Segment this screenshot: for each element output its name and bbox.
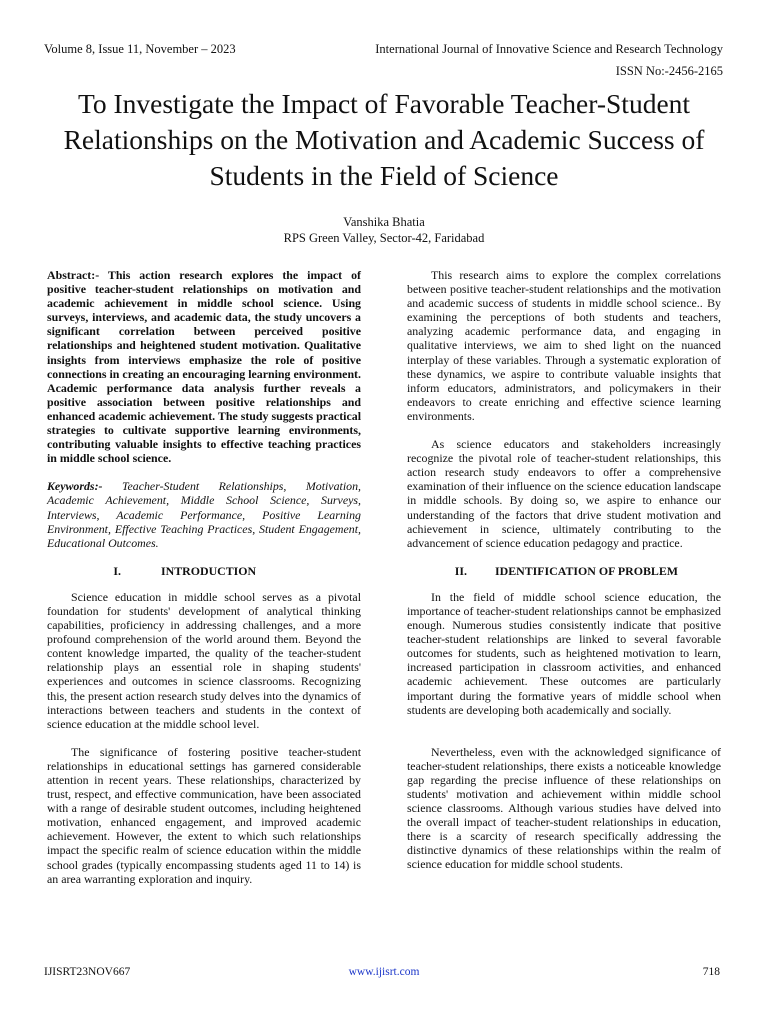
section-heading-problem [407, 564, 721, 578]
right-column [407, 268, 721, 886]
footer-page-number: 718 [702, 966, 720, 978]
paper-title: To Investigate the Impact of Favorable Teacher-Student Relationships on the Motivation and Academic Success of Students in the Field of Science [63, 88, 705, 191]
intro-paragraph-2: The significance of fostering positive teacher-student relationships in educational settings has garnered considerable attention in recent years. These relationships, characterized by trust, respect, and effective communication, have been associated with a range of desirable student outcomes, including heightened motivation, enhanced engagement, and improved academic achievement. However, the extent to which such relationships impact the specific realm of science education within the middle school grades (typically encompassing students aged 11 to 14) is an area warranting exploration and inquiry. [47, 744, 361, 886]
section-heading-introduction [47, 564, 361, 578]
issn-line: ISSN No:-2456-2165 [615, 64, 723, 78]
left-column [47, 268, 361, 900]
keywords [47, 479, 361, 549]
author-affiliation: RPS Green Valley, Sector-42, Faridabad [283, 231, 485, 245]
abstract: Abstract:- This action research explores the impact of positive teacher-student relationships on motivation and academic achievement in middle school science. Using surveys, interviews, and academic data, the study uncovers a significant correlation between perceived positive relationships and heightened student motivation. Qualitative insights from interviews emphasize the role of positive connections in creating an encouraging learning environment. Academic performance data analysis further reveals a positive association between positive relationships and enhanced academic achievement. The study suggests practical strategies to cultivate supportive learning environments, contributing valuable insights to effective teaching practices in middle school science. [47, 268, 361, 466]
section-title: INTRODUCTION [161, 563, 257, 578]
keywords-label: Keywords:- [47, 479, 103, 494]
intro-paragraph-4: As science educators and stakeholders increasingly recognize the pivotal role of teacher-student relationships, this action research study endeavors to offer a comprehensive examination of their influence on the science education landscape in middle schools. By doing so, we aspire to enhance our understanding of the factors that drive student motivation and achievement in science, ultimately contributing to the advancement of science education pedagogy and practice. [407, 437, 721, 550]
problem-paragraph-1: In the field of middle school science education, the importance of teacher-student relationships cannot be emphasized enough. Numerous studies consistently indicate that positive teacher-student relationships are linked to several favorable outcomes for students, such as heightened motivation to learn, increased participation in classroom activities, and enhanced academic achievement. These outcomes are particularly important during the formative years of middle school when students are developing both academically and socially. [407, 589, 721, 717]
section-number: II. [454, 563, 467, 578]
section-title: IDENTIFICATION OF PROBLEM [495, 563, 678, 578]
footer-website-link[interactable]: www.ijisrt.com [348, 966, 420, 978]
intro-paragraph-3: This research aims to explore the complex correlations between positive teacher-student relationships and the motivation and academic success of students in middle school science.. By examining the perceptions of both students and teachers, analyzing academic performance data, and engaging in qualitative interviews, we aim to shed light on the nuanced interplay of these variables. Through a systematic exploration of these dynamics, we aspire to contribute valuable insights that inform educators, administrators, and policymakers in their endeavors to create enriching and effective science learning environments. [407, 268, 721, 423]
running-header-volume: Volume 8, Issue 11, November – 2023 [44, 42, 236, 56]
keywords-text: Teacher-Student Relationships, Motivation, Academic Achievement, Middle School Science, Surveys, Interviews, Academic Performance, Positive Learning Environment, Effective Teaching Practices, Student Engagement, Educational Outcomes. [47, 479, 361, 550]
footer-article-code: IJISRT23NOV667 [44, 966, 131, 978]
author-name: Vanshika Bhatia [343, 215, 425, 229]
intro-paragraph-1: Science education in middle school serves as a pivotal foundation for students' development of analytical thinking capabilities, proficiency in addressing challenges, and a more profound comprehension of the world around them. Beyond the content knowledge imparted, the quality of the teacher-student relationship plays an essential role in shaping students' experiences and outcomes in science classrooms. Recognizing this, the present action research study delves into the dynamics of interactions between teachers and students in the context of science education at the middle school level. [47, 589, 361, 731]
running-header-journal: International Journal of Innovative Science and Research Technology [375, 42, 723, 56]
section-number: I. [113, 563, 121, 578]
problem-paragraph-2: Nevertheless, even with the acknowledged significance of teacher-student relationships, there exists a noticeable knowledge gap regarding the precise influence of these relationships on students' motivation and achievement within middle school science classrooms. Although various studies have delved into the overall impact of teacher-student relationships in education, there is a scarcity of research specifically addressing the distinctive dynamics of these relationships within the realm of science education for middle school students. [407, 744, 721, 872]
